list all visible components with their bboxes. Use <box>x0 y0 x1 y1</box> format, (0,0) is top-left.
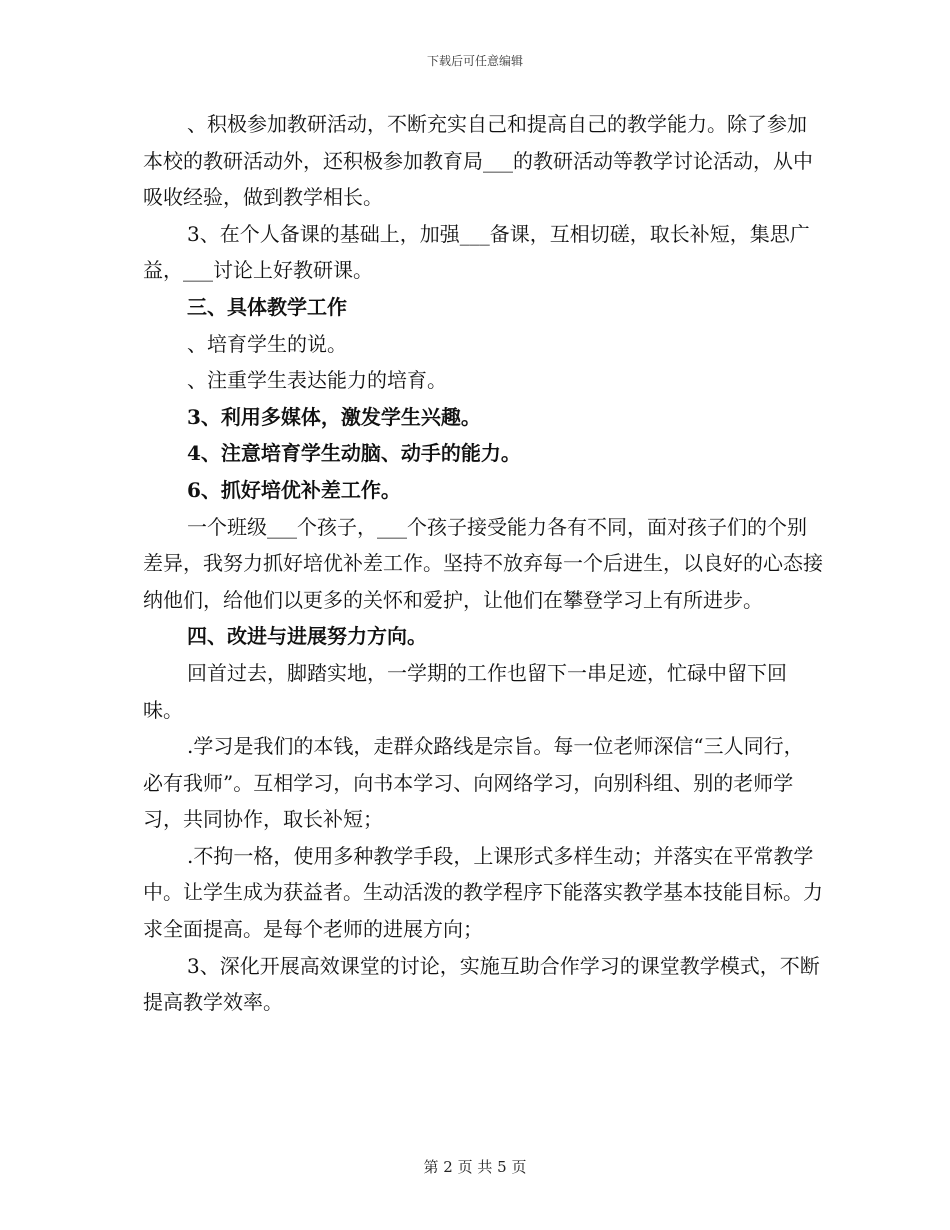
paragraph-13: .不拘一格，使用多种教学手段，上课形式多样生动；并落实在平常教学中。让学生成为获益者。生动活泼的教学程序下能落实教学基本技能目标。力求全面提高。是每个老师的进展方向； <box>143 843 823 942</box>
page-header: 下载后可任意编辑 <box>426 54 523 68</box>
paragraph-2: 3、在个人备课的基础上，加强___备课，互相切磋，取长补短，集思广益，___讨论上好教研课。 <box>143 221 810 283</box>
document-body <box>143 106 823 1021</box>
section-heading-10: 四、改进与进展努力方向。 <box>187 624 427 649</box>
subheading-6: 3、利用多媒体，激发学生兴趣。 <box>187 404 481 429</box>
paragraph-14: 3、深化开展高效课堂的讨论，实施互助合作学习的课堂教学模式，不断提高教学效率。 <box>143 953 820 1015</box>
paragraph-1: 、积极参加教研活动，不断充实自己和提高自己的教学能力。除了参加本校的教研活动外，还积极参加教育局___的教研活动等教学讨论活动，从中吸收经验，做到教学相长。 <box>143 112 813 210</box>
paragraph-11: 回首过去，脚踏实地，一学期的工作也留下一串足迹，忙碌中留下回味。 <box>143 660 787 722</box>
paragraph-4: 、培育学生的说。 <box>187 331 347 356</box>
paragraph-5: 、注重学生表达能力的培育。 <box>187 368 447 393</box>
paragraph-12: .学习是我们的本钱，走群众路线是宗旨。每一位老师深信“三人同行，必有我师”。互相学习，向书本学习、向网络学习，向别科组、别的老师学习，共同协作，取长补短； <box>143 734 804 832</box>
subheading-7: 4、注意培育学生动脑、动手的能力。 <box>187 441 521 466</box>
subheading-8: 6、抓好培优补差工作。 <box>187 477 401 502</box>
section-heading-3: 三、具体教学工作 <box>187 294 347 319</box>
page-footer: 第 2 页 共 5 页 <box>423 1158 527 1176</box>
paragraph-9: 一个班级___个孩子，___个孩子接受能力各有不同，面对孩子们的个别差异，我努力抓好培优补差工作。坚持不放弃每一个后进生，以良好的心态接纳他们，给他们以更多的关怀和爱护，让他们在攀登学习上有所进步。 <box>143 514 823 612</box>
